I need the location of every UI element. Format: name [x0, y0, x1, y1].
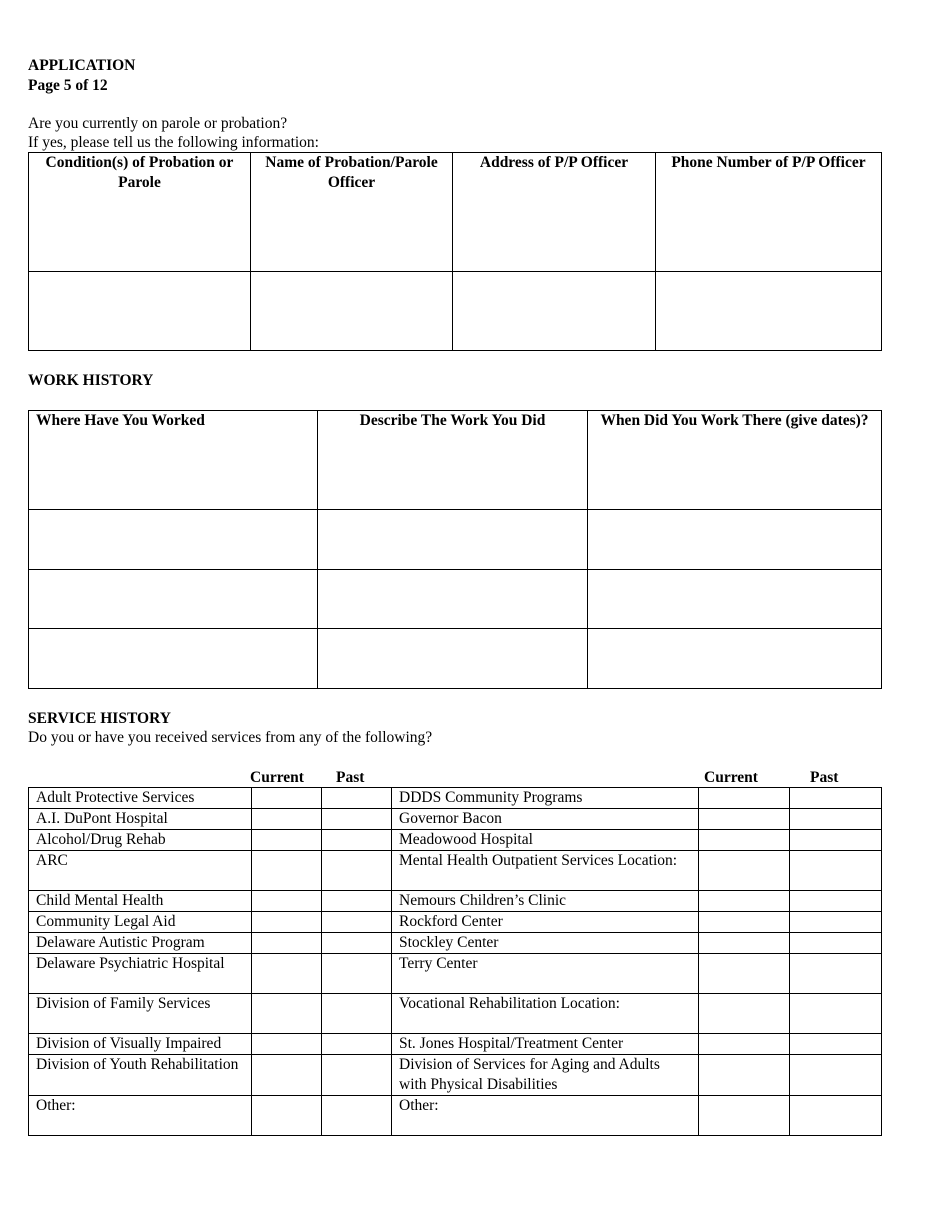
service-name-right: Stockley Center	[392, 933, 699, 954]
service-current-left-checkbox[interactable]	[252, 994, 322, 1034]
service-name-right: Mental Health Outpatient Services Location:	[392, 851, 699, 891]
service-past-left-checkbox[interactable]	[322, 933, 392, 954]
parole-cell-officer-address[interactable]	[453, 272, 656, 351]
service-current-right-checkbox[interactable]	[699, 933, 790, 954]
service-row	[29, 1096, 882, 1136]
service-name-left: Delaware Autistic Program	[29, 933, 252, 954]
parole-col-officer-address: Address of P/P Officer	[453, 153, 656, 272]
service-current-left-checkbox[interactable]	[252, 891, 322, 912]
work-cell-when[interactable]	[588, 510, 882, 570]
service-current-right-checkbox[interactable]	[699, 1055, 790, 1096]
work-cell-when[interactable]	[588, 570, 882, 629]
right-col-past-label: Past	[810, 769, 839, 786]
service-current-right-checkbox[interactable]	[699, 891, 790, 912]
service-past-right-checkbox[interactable]	[790, 1096, 882, 1136]
service-past-left-checkbox[interactable]	[322, 954, 392, 994]
service-row	[29, 1055, 882, 1096]
service-past-right-checkbox[interactable]	[790, 891, 882, 912]
service-name-right: Meadowood Hospital	[392, 830, 699, 851]
service-current-right-checkbox[interactable]	[699, 912, 790, 933]
service-past-left-checkbox[interactable]	[322, 809, 392, 830]
parole-table	[28, 152, 882, 351]
service-name-left: Alcohol/Drug Rehab	[29, 830, 252, 851]
service-past-left-checkbox[interactable]	[322, 912, 392, 933]
service-current-left-checkbox[interactable]	[252, 851, 322, 891]
parole-entry-row	[29, 272, 882, 351]
service-current-left-checkbox[interactable]	[252, 912, 322, 933]
work-cell-describe[interactable]	[318, 570, 588, 629]
parole-instruction: If yes, please tell us the following information:	[28, 134, 319, 151]
service-past-right-checkbox[interactable]	[790, 994, 882, 1034]
service-question: Do you or have you received services from any of the following?	[28, 729, 433, 746]
service-current-right-checkbox[interactable]	[699, 954, 790, 994]
parole-cell-conditions[interactable]	[29, 272, 251, 351]
service-name-left: Delaware Psychiatric Hospital	[29, 954, 252, 994]
left-col-past-label: Past	[336, 769, 365, 786]
service-name-right: Other:	[392, 1096, 699, 1136]
parole-cell-officer-phone[interactable]	[656, 272, 882, 351]
service-current-left-checkbox[interactable]	[252, 933, 322, 954]
service-past-left-checkbox[interactable]	[322, 851, 392, 891]
service-past-right-checkbox[interactable]	[790, 933, 882, 954]
service-row	[29, 809, 882, 830]
right-col-current-label: Current	[704, 769, 758, 786]
service-history-heading: SERVICE HISTORY	[28, 710, 171, 727]
parole-col-officer-phone: Phone Number of P/P Officer	[656, 153, 882, 272]
service-name-left: Other:	[29, 1096, 252, 1136]
work-col-describe: Describe The Work You Did	[318, 411, 588, 510]
service-current-right-checkbox[interactable]	[699, 788, 790, 809]
work-cell-where[interactable]	[29, 570, 318, 629]
service-past-left-checkbox[interactable]	[322, 1055, 392, 1096]
service-row	[29, 830, 882, 851]
service-past-right-checkbox[interactable]	[790, 809, 882, 830]
service-past-right-checkbox[interactable]	[790, 851, 882, 891]
work-header-row	[29, 411, 882, 510]
service-row	[29, 851, 882, 891]
service-name-right: Division of Services for Aging and Adults with Physical Disabilities	[392, 1055, 699, 1096]
parole-cell-officer-name[interactable]	[251, 272, 453, 351]
service-name-right: St. Jones Hospital/Treatment Center	[392, 1034, 699, 1055]
work-cell-where[interactable]	[29, 510, 318, 570]
service-current-left-checkbox[interactable]	[252, 809, 322, 830]
service-past-right-checkbox[interactable]	[790, 954, 882, 994]
service-past-left-checkbox[interactable]	[322, 1034, 392, 1055]
service-current-right-checkbox[interactable]	[699, 1096, 790, 1136]
service-row	[29, 912, 882, 933]
work-cell-describe[interactable]	[318, 629, 588, 689]
service-name-right: Governor Bacon	[392, 809, 699, 830]
service-name-left: A.I. DuPont Hospital	[29, 809, 252, 830]
page-number: Page 5 of 12	[28, 77, 108, 94]
work-entry-row	[29, 629, 882, 689]
service-name-left: Adult Protective Services	[29, 788, 252, 809]
service-past-left-checkbox[interactable]	[322, 891, 392, 912]
service-current-right-checkbox[interactable]	[699, 851, 790, 891]
work-entry-row	[29, 570, 882, 629]
service-current-right-checkbox[interactable]	[699, 994, 790, 1034]
work-cell-when[interactable]	[588, 629, 882, 689]
service-current-left-checkbox[interactable]	[252, 1055, 322, 1096]
service-name-left: Child Mental Health	[29, 891, 252, 912]
service-current-left-checkbox[interactable]	[252, 1096, 322, 1136]
service-name-right: Vocational Rehabilitation Location:	[392, 994, 699, 1034]
service-name-left: ARC	[29, 851, 252, 891]
service-past-right-checkbox[interactable]	[790, 830, 882, 851]
parole-header-row	[29, 153, 882, 272]
service-name-right: DDDS Community Programs	[392, 788, 699, 809]
work-cell-where[interactable]	[29, 629, 318, 689]
work-cell-describe[interactable]	[318, 510, 588, 570]
service-past-right-checkbox[interactable]	[790, 1034, 882, 1055]
work-col-where: Where Have You Worked	[29, 411, 318, 510]
page-title: APPLICATION	[28, 57, 136, 74]
service-past-left-checkbox[interactable]	[322, 994, 392, 1034]
service-history-table	[28, 787, 882, 1136]
service-current-right-checkbox[interactable]	[699, 830, 790, 851]
service-past-left-checkbox[interactable]	[322, 830, 392, 851]
parole-col-conditions: Condition(s) of Probation or Parole	[29, 153, 251, 272]
service-past-left-checkbox[interactable]	[322, 788, 392, 809]
work-history-heading: WORK HISTORY	[28, 372, 154, 389]
service-name-left: Division of Visually Impaired	[29, 1034, 252, 1055]
service-past-left-checkbox[interactable]	[322, 1096, 392, 1136]
service-row	[29, 891, 882, 912]
service-current-right-checkbox[interactable]	[699, 1034, 790, 1055]
service-current-left-checkbox[interactable]	[252, 788, 322, 809]
service-row	[29, 954, 882, 994]
service-current-left-checkbox[interactable]	[252, 1034, 322, 1055]
parole-col-officer-name: Name of Probation/Parole Officer	[251, 153, 453, 272]
service-row	[29, 1034, 882, 1055]
parole-question: Are you currently on parole or probation?	[28, 115, 288, 132]
service-name-left: Division of Youth Rehabilitation	[29, 1055, 252, 1096]
left-col-current-label: Current	[250, 769, 304, 786]
service-row	[29, 788, 882, 809]
service-current-left-checkbox[interactable]	[252, 954, 322, 994]
service-past-right-checkbox[interactable]	[790, 1055, 882, 1096]
service-name-right: Nemours Children’s Clinic	[392, 891, 699, 912]
work-entry-row	[29, 510, 882, 570]
work-history-table	[28, 410, 882, 689]
service-past-right-checkbox[interactable]	[790, 912, 882, 933]
service-name-left: Division of Family Services	[29, 994, 252, 1034]
service-current-right-checkbox[interactable]	[699, 809, 790, 830]
service-row	[29, 994, 882, 1034]
work-col-when: When Did You Work There (give dates)?	[588, 411, 882, 510]
service-name-right: Terry Center	[392, 954, 699, 994]
service-current-left-checkbox[interactable]	[252, 830, 322, 851]
service-name-left: Community Legal Aid	[29, 912, 252, 933]
service-row	[29, 933, 882, 954]
service-past-right-checkbox[interactable]	[790, 788, 882, 809]
service-name-right: Rockford Center	[392, 912, 699, 933]
